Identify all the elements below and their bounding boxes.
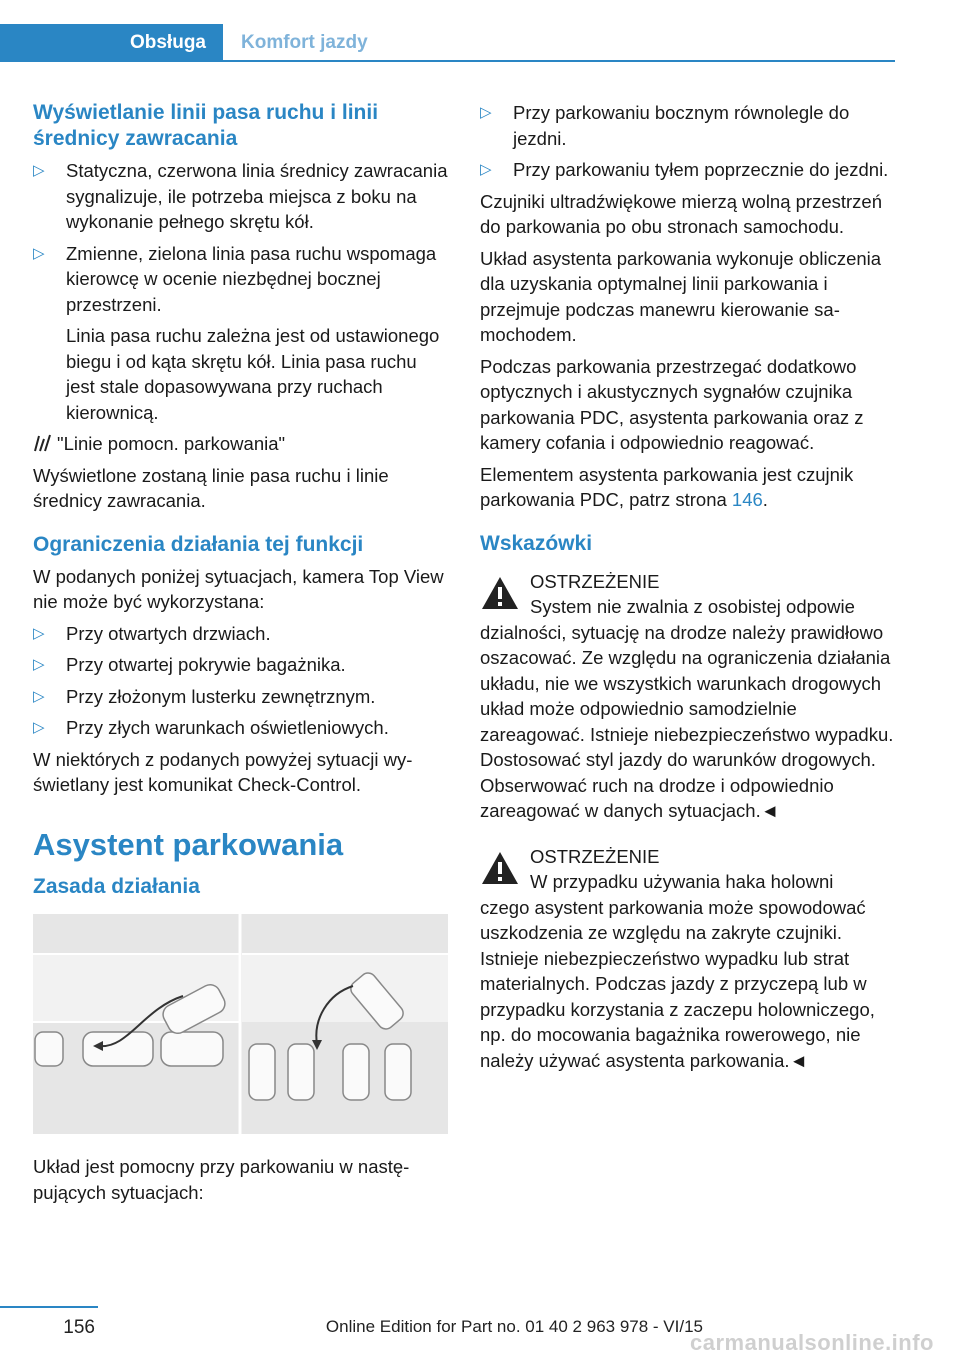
- warning-icon: [480, 850, 520, 886]
- page-link[interactable]: 146: [731, 489, 763, 510]
- list-item: ▷ Przy parkowaniu bocznym równolegle do jezdni.: [480, 102, 850, 149]
- heading-principle: Zasada działania: [33, 874, 200, 898]
- list-item: ▷ Przy otwartych drzwiach.: [33, 621, 448, 647]
- list-item: ▷ Zmienne, zielona linia pasa ruchu wspomaga kierowcę w ocenie niezbędnej bocznej przestrzeni.: [33, 242, 437, 315]
- warning-icon: [480, 575, 520, 611]
- heading-lines: Wyświetlanie linii pasa ruchu i linii średnicy zawracania: [33, 101, 379, 150]
- calculation-text: Układ asystenta parkowania wykonuje obliczenia dla uzyskania optymalnej linii parkowania i przejmuje podczas manewru kierowanie samochodem.: [480, 247, 882, 345]
- triangle-bullet-icon: ▷: [33, 687, 45, 705]
- triangle-bullet-icon: ▷: [33, 656, 45, 673]
- header-rule: [223, 60, 895, 62]
- warning-title: OSTRZEŻENIE: [530, 845, 660, 867]
- list-item: ▷ Przy złych warunkach oświetleniowych.: [33, 715, 448, 741]
- list-item: ▷ Przy złożonym lusterku zewnętrznym.: [33, 684, 448, 710]
- lines-shown-text: Wyświetlone zostaną linie pasa ruchu i linie średnicy zawracania.: [33, 464, 389, 511]
- sensors-text: Czujniki ultradźwiękowe mierzą wolną przestrzeń do parkowania po obu stronach samochodu.: [480, 190, 883, 237]
- triangle-bullet-icon: ▷: [33, 162, 45, 179]
- warning-text: czego asystent parkowania może spowodować uszkodzenia ze względu na zakryte czujniki. Istnieje niebezpieczeństwo wypadku lub strat materialnych. Podczas jazdy z przyczepą lub w przypadku korzystania z zaczepu holowniczego, np. do mocowania bagażnika rowerowego, nie należy używać asystenta parkowania.◄: [480, 896, 875, 1071]
- warning-title: OSTRZEŻENIE: [530, 570, 660, 592]
- warning-block-2: [480, 844, 895, 1074]
- parking-illustration: [33, 914, 448, 1134]
- tab-obsluga[interactable]: Obsługa: [0, 24, 223, 62]
- bullet-list-situations: [480, 100, 895, 183]
- heading-parking-assistant: Asystent parkowania: [33, 826, 344, 862]
- list-item: ▷ Przy parkowaniu tyłem poprzecznie do jezdni.: [480, 157, 895, 183]
- bullet-list-limits: [33, 621, 448, 741]
- heading-notes: Wskazówki: [480, 531, 593, 555]
- right-column: [480, 100, 895, 1073]
- page-number: 156: [63, 1317, 95, 1338]
- list-item: ▷ Przy otwartej pokrywie bagażnika.: [33, 652, 448, 678]
- warning-text: dzialności, sytuację na drodze należy prawidłowo oszacować. Ze względu na ograniczenia działania układu, nie we wszystkich warunkach drogowych układ może odpowiednio samodzielnie zareagować. Istnieje niebezpieczeństwo wypadku. Dostosować styl jazdy do warunków drogowych. Obserwować ruch na drodze i odpowiednio zareagować w danych sytuacjach.◄: [480, 621, 894, 821]
- triangle-bullet-icon: ▷: [33, 244, 45, 262]
- warning-block-1: [480, 569, 895, 824]
- heading-limits: Ograniczenia działania tej funkcji: [33, 532, 364, 556]
- list-item: ▷ Statyczna, czerwona linia średnicy zawracania sygnalizuje, ile potrzeba miejsca z boku na wykonanie pełnego skrętu kół.: [33, 160, 448, 232]
- check-control-text: W niektórych z podanych powyżej sytuacji wyświetlany jest komunikat Check-Control.: [33, 748, 413, 795]
- menu-item-paragraph: [33, 431, 448, 457]
- helpful-text: Układ jest pomocny przy parkowaniu w następujących sytuacjach:: [33, 1156, 410, 1203]
- pdc-signals-text: Podczas parkowania przestrzegać dodatkowo optycznych i akustycznych sygnałów czujnika parkowania PDC, asystenta parkowania oraz z kamery cofania i odpowiednio reagować.: [480, 355, 864, 453]
- bullet-sub-paragraph: Linia pasa ruchu zależna jest od ustawionego biegu i od kąta skrętu kół. Linia pasa ruchu jest stale dopasowywana przy ruchach kierownicą.: [66, 325, 440, 423]
- edition-text: Online Edition for Part no. 01 40 2 963 978 - VI/15: [325, 1317, 703, 1336]
- triangle-bullet-icon: ▷: [480, 104, 492, 121]
- pdc-reference-text: Elementem asystenta parkowania jest czujnik parkowania PDC, patrz strona 146.: [480, 463, 854, 510]
- warning-text-first: System nie zwalnia z osobistej odpowie: [530, 596, 855, 617]
- footer-rule: [0, 1306, 98, 1308]
- warning-text-first: W przypadku używania haka holowni: [530, 871, 834, 892]
- triangle-bullet-icon: ▷: [33, 719, 45, 736]
- watermark: carmanualsonline.info: [690, 1330, 934, 1355]
- parking-lines-icon: [33, 434, 51, 452]
- triangle-bullet-icon: ▷: [33, 624, 45, 642]
- menu-label: "Linie pomocn. parkowania": [57, 433, 286, 454]
- limits-intro: W podanych poniżej sytuacjach, kamera Top View nie może być wykorzystana:: [33, 565, 444, 612]
- triangle-bullet-icon: ▷: [480, 161, 492, 178]
- header-tabs: [0, 24, 895, 62]
- left-column: [33, 100, 448, 1211]
- bullet-list-lines: [33, 158, 448, 317]
- tab-komfort-jazdy[interactable]: Komfort jazdy: [241, 32, 368, 53]
